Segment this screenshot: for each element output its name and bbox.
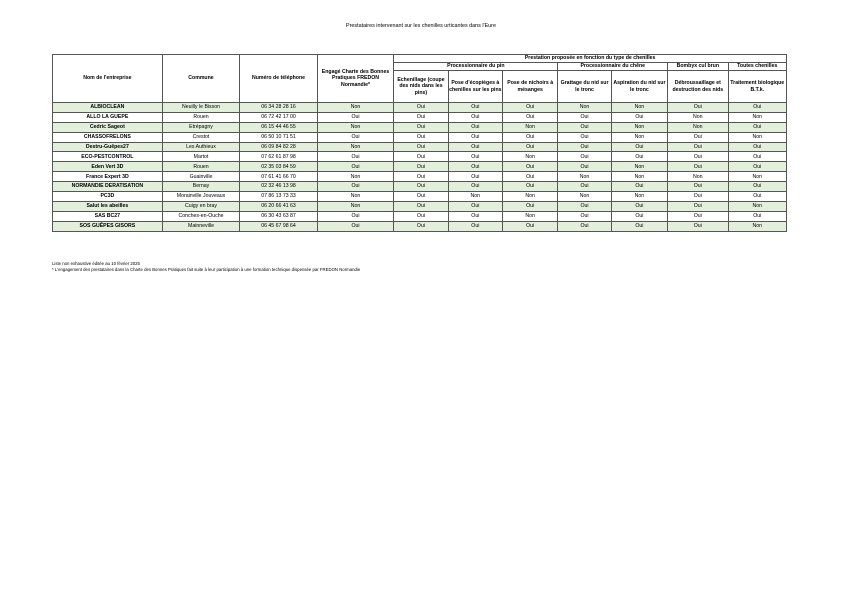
cell-service: Oui <box>668 182 728 192</box>
cell-service: Oui <box>394 221 448 231</box>
cell-service: Oui <box>668 103 728 113</box>
cell-service: Oui <box>503 182 558 192</box>
cell-service: Oui <box>503 162 558 172</box>
header-commune: Commune <box>162 55 240 103</box>
cell-service: Oui <box>448 152 502 162</box>
page-title: Prestataires intervenant sur les chenilles urticantes dans l'Eure <box>346 23 496 29</box>
cell-service: Oui <box>503 142 558 152</box>
cell-telephone: 02 32 46 13 98 <box>240 182 318 192</box>
header-telephone: Numéro de téléphone <box>240 55 318 103</box>
header-group-bombyx: Bombyx cul brun <box>668 63 728 71</box>
table-row <box>53 182 787 192</box>
cell-telephone: 06 15 44 46 55 <box>240 122 318 132</box>
cell-service: Oui <box>668 211 728 221</box>
cell-service: Oui <box>558 112 611 122</box>
cell-charte: Oui <box>317 211 394 221</box>
cell-service: Oui <box>503 112 558 122</box>
cell-entreprise: ALBIOCLEAN <box>53 103 163 113</box>
cell-service: Non <box>558 103 611 113</box>
cell-charte: Non <box>317 192 394 202</box>
header-entreprise: Nom de l'entreprise <box>53 55 163 103</box>
cell-service: Oui <box>394 103 448 113</box>
table-row <box>53 211 787 221</box>
footnotes <box>52 261 360 274</box>
cell-entreprise: SOS GUÊPES GISORS <box>53 221 163 231</box>
footnote-list-date: Liste non exhaustive éditée au 10 février 2025 <box>52 261 140 266</box>
cell-service: Oui <box>611 201 667 211</box>
cell-charte: Oui <box>317 162 394 172</box>
cell-telephone: 06 45 67 98 64 <box>240 221 318 231</box>
cell-commune: Conches-en-Ouche <box>162 211 240 221</box>
table-row <box>53 132 787 142</box>
cell-service: Non <box>503 122 558 132</box>
cell-service: Oui <box>448 122 502 132</box>
cell-service: Oui <box>448 112 502 122</box>
cell-telephone: 07 86 13 73 33 <box>240 192 318 202</box>
cell-service: Oui <box>448 201 502 211</box>
cell-service: Oui <box>394 132 448 142</box>
cell-service: Non <box>668 122 728 132</box>
cell-charte: Oui <box>317 152 394 162</box>
cell-commune: Morainville Jouveaux <box>162 192 240 202</box>
cell-service: Oui <box>668 192 728 202</box>
cell-service: Oui <box>448 132 502 142</box>
cell-service: Oui <box>448 162 502 172</box>
cell-service: Non <box>668 112 728 122</box>
cell-service: Non <box>668 172 728 182</box>
providers-table <box>52 54 787 232</box>
cell-service: Oui <box>394 122 448 132</box>
cell-service: Oui <box>448 103 502 113</box>
cell-service: Oui <box>394 112 448 122</box>
header-service: Pose de nichoirs à mésanges <box>503 71 558 103</box>
cell-commune: Etrépagny <box>162 122 240 132</box>
cell-service: Oui <box>558 211 611 221</box>
cell-service: Oui <box>728 211 786 221</box>
cell-service: Oui <box>668 132 728 142</box>
header-service: Pose d'écopièges à chenilles sur les pins <box>448 71 502 103</box>
cell-entreprise: SAS BC27 <box>53 211 163 221</box>
cell-telephone: 06 09 84 82 28 <box>240 142 318 152</box>
cell-entreprise: Cedric Sageot <box>53 122 163 132</box>
cell-commune: Martot <box>162 152 240 162</box>
table-row <box>53 152 787 162</box>
header-group-toutes: Toutes chenilles <box>728 63 786 71</box>
cell-service: Non <box>503 211 558 221</box>
cell-service: Non <box>611 122 667 132</box>
cell-telephone: 06 34 28 28 16 <box>240 103 318 113</box>
cell-telephone: 02 35 03 84 59 <box>240 162 318 172</box>
cell-service: Non <box>448 192 502 202</box>
cell-entreprise: ECO-PESTCONTROL <box>53 152 163 162</box>
cell-service: Oui <box>728 142 786 152</box>
table-row <box>53 162 787 172</box>
cell-service: Oui <box>394 211 448 221</box>
cell-service: Oui <box>668 142 728 152</box>
cell-service: Non <box>611 162 667 172</box>
cell-service: Oui <box>394 172 448 182</box>
cell-commune: Crestot <box>162 132 240 142</box>
cell-service: Oui <box>394 162 448 172</box>
cell-service: Oui <box>558 132 611 142</box>
cell-service: Oui <box>728 162 786 172</box>
cell-service: Oui <box>394 201 448 211</box>
cell-entreprise: Salut les abeilles <box>53 201 163 211</box>
cell-service: Non <box>503 192 558 202</box>
header-group-pin: Processionnaire du pin <box>394 63 558 71</box>
cell-service: Oui <box>394 142 448 152</box>
cell-entreprise: NORMANDIE DERATISATION <box>53 182 163 192</box>
cell-service: Oui <box>728 192 786 202</box>
cell-charte: Oui <box>317 221 394 231</box>
header-service: Grattage du nid sur le tronc <box>558 71 611 103</box>
cell-service: Oui <box>558 201 611 211</box>
cell-service: Oui <box>503 221 558 231</box>
cell-service: Non <box>728 221 786 231</box>
cell-service: Oui <box>503 201 558 211</box>
cell-telephone: 07 61 41 66 70 <box>240 172 318 182</box>
cell-service: Oui <box>728 103 786 113</box>
cell-service: Non <box>611 103 667 113</box>
cell-service: Oui <box>558 162 611 172</box>
cell-service: Oui <box>558 152 611 162</box>
cell-service: Oui <box>611 221 667 231</box>
cell-commune: Bernay <box>162 182 240 192</box>
cell-service: Oui <box>611 211 667 221</box>
cell-service: Oui <box>728 152 786 162</box>
cell-service: Oui <box>394 182 448 192</box>
cell-service: Oui <box>503 132 558 142</box>
cell-charte: Non <box>317 103 394 113</box>
cell-commune: Guainville <box>162 172 240 182</box>
cell-charte: Non <box>317 172 394 182</box>
cell-charte: Oui <box>317 132 394 142</box>
header-service: Echenillage (coupe des nids dans les pins) <box>394 71 448 103</box>
cell-service: Oui <box>611 152 667 162</box>
cell-telephone: 06 72 42 17 00 <box>240 112 318 122</box>
table-row <box>53 192 787 202</box>
cell-service: Non <box>728 201 786 211</box>
cell-service: Oui <box>448 172 502 182</box>
cell-service: Oui <box>448 182 502 192</box>
cell-entreprise: CHASSOFRELONS <box>53 132 163 142</box>
cell-commune: Mainneville <box>162 221 240 231</box>
cell-service: Non <box>611 192 667 202</box>
cell-entreprise: PC3D <box>53 192 163 202</box>
cell-service: Oui <box>728 122 786 132</box>
cell-service: Oui <box>668 201 728 211</box>
cell-service: Oui <box>611 142 667 152</box>
cell-telephone: 06 50 10 71 51 <box>240 132 318 142</box>
cell-service: Oui <box>558 122 611 132</box>
cell-commune: Les Authieux <box>162 142 240 152</box>
cell-service: Oui <box>611 112 667 122</box>
cell-commune: Rouen <box>162 112 240 122</box>
cell-service: Non <box>558 172 611 182</box>
cell-service: Non <box>611 132 667 142</box>
cell-entreprise: Eden Vert 3D <box>53 162 163 172</box>
cell-service: Non <box>728 112 786 122</box>
table-row <box>53 112 787 122</box>
cell-charte: Oui <box>317 112 394 122</box>
cell-telephone: 07 62 61 87 98 <box>240 152 318 162</box>
table-row <box>53 103 787 113</box>
cell-telephone: 06 20 66 41 63 <box>240 201 318 211</box>
header-service: Débroussaillage et destruction des nids <box>668 71 728 103</box>
header-prestation: Prestation proposée en fonction du type de chenilles <box>394 55 787 63</box>
cell-service: Non <box>503 152 558 162</box>
cell-service: Oui <box>503 103 558 113</box>
cell-service: Oui <box>448 221 502 231</box>
cell-commune: Rouen <box>162 162 240 172</box>
cell-entreprise: Destru-Guêpes27 <box>53 142 163 152</box>
table-row <box>53 122 787 132</box>
header-service: Traitement biologique B.T.k. <box>728 71 786 103</box>
cell-service: Non <box>611 172 667 182</box>
cell-service: Oui <box>558 182 611 192</box>
cell-service: Oui <box>668 162 728 172</box>
cell-service: Non <box>728 172 786 182</box>
cell-service: Non <box>558 192 611 202</box>
table-row <box>53 172 787 182</box>
cell-service: Non <box>728 132 786 142</box>
cell-charte: Non <box>317 142 394 152</box>
cell-commune: Cuigy en bray <box>162 201 240 211</box>
cell-service: Oui <box>448 142 502 152</box>
cell-commune: Neuilly le Bisson <box>162 103 240 113</box>
table-row <box>53 142 787 152</box>
cell-entreprise: France Expert 3D <box>53 172 163 182</box>
cell-charte: Oui <box>317 182 394 192</box>
header-service: Aspiration du nid sur le tronc <box>611 71 667 103</box>
table-row <box>53 201 787 211</box>
cell-entreprise: ALLO LA GUEPE <box>53 112 163 122</box>
cell-service: Oui <box>448 211 502 221</box>
cell-telephone: 06 30 43 63 87 <box>240 211 318 221</box>
header-group-chene: Processionnaire du chêne <box>558 63 668 71</box>
cell-service: Oui <box>611 182 667 192</box>
footnote-charte: * L'engagement des prestataires dans la Charte des Bonnes Pratiques fait suite à leur participation à une formation technique dispensée par FREDON Normandie <box>52 267 361 273</box>
header-charte: Engagé Charte des Bonnes Pratiques FREDON Normandie* <box>317 55 394 103</box>
cell-charte: Non <box>317 201 394 211</box>
cell-service: Oui <box>558 142 611 152</box>
cell-service: Oui <box>668 221 728 231</box>
cell-service: Oui <box>503 172 558 182</box>
cell-service: Oui <box>394 152 448 162</box>
table-row <box>53 221 787 231</box>
cell-service: Oui <box>728 182 786 192</box>
cell-service: Oui <box>558 221 611 231</box>
cell-charte: Non <box>317 122 394 132</box>
cell-service: Oui <box>668 152 728 162</box>
cell-service: Oui <box>394 192 448 202</box>
